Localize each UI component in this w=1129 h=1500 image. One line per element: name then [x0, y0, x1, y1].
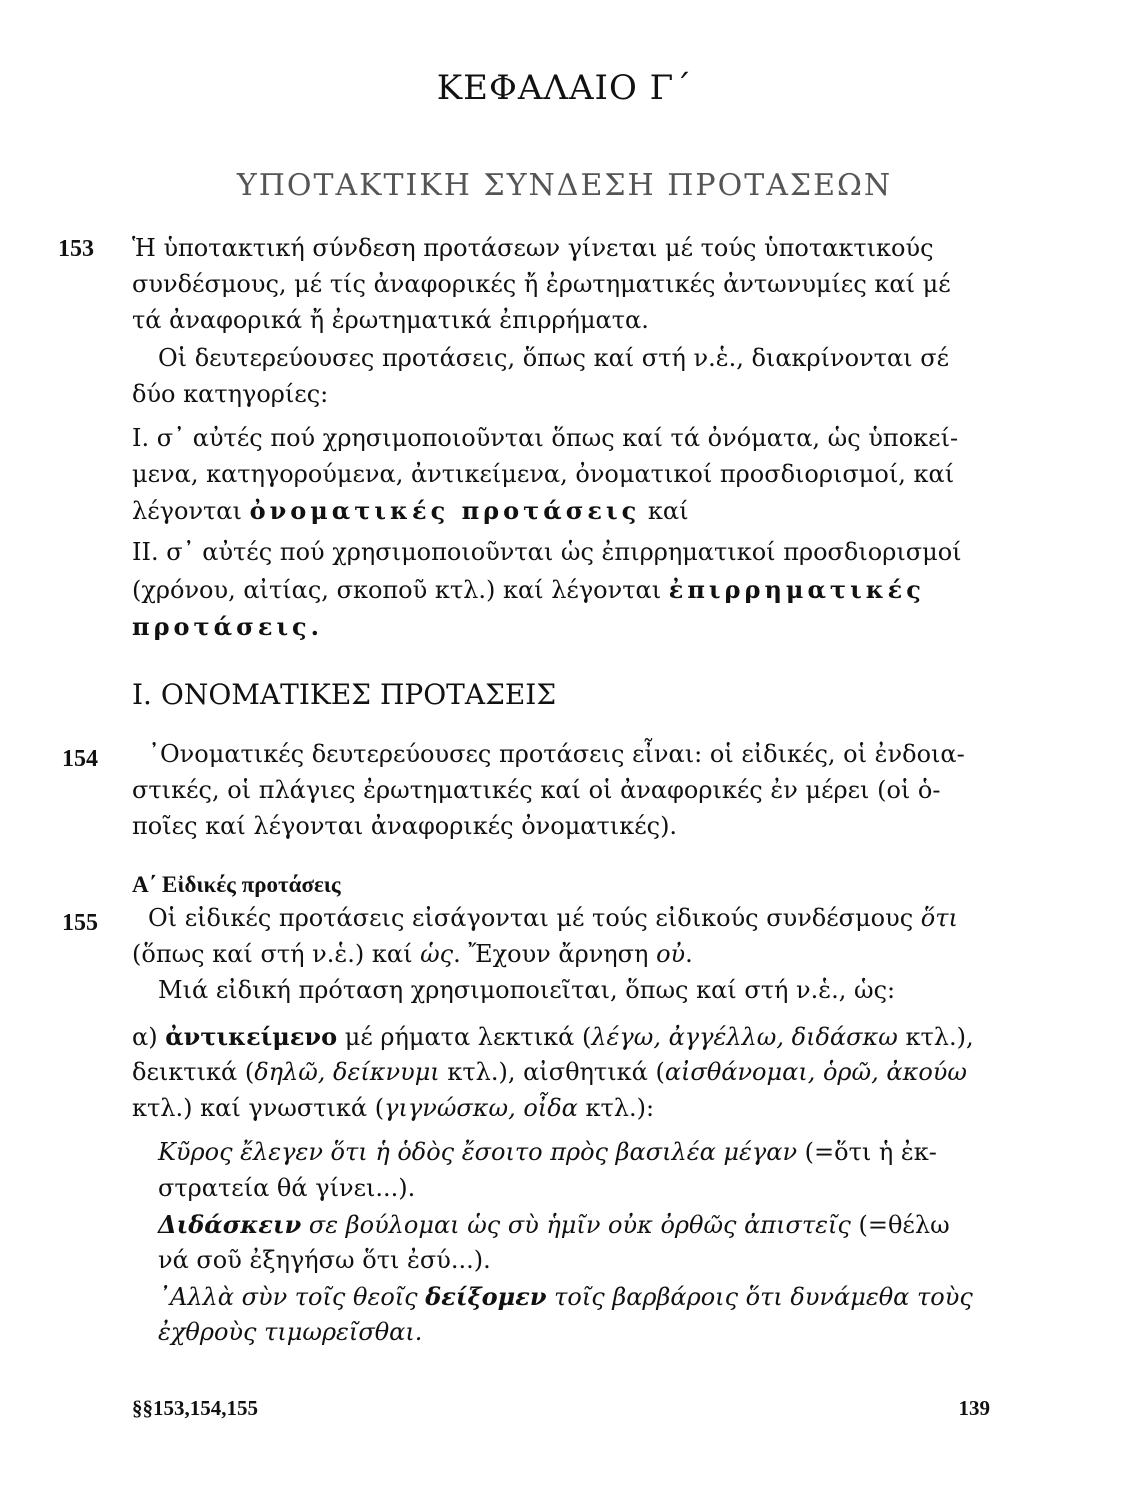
- footer-section-refs: §§153,154,155: [132, 1396, 258, 1420]
- italic-run: γιγνώσκω, οἶδα: [384, 1094, 578, 1122]
- example-line: στρατεία θά γίνει...).: [158, 1174, 416, 1202]
- text-run: δεικτικά (: [132, 1058, 255, 1086]
- p155-line: Μιά εἰδική πρόταση χρησιμοποιεῖται, ὅπως καί στή ν.ἑ., ὡς:: [158, 976, 896, 1004]
- text-run: . Ἔχουν ἄρνηση: [453, 940, 657, 968]
- p155-line: [148, 904, 958, 932]
- text-run: Οἱ εἰδικές προτάσεις εἰσάγονται μέ τούς εἰδικούς συνδέσμους: [148, 904, 921, 932]
- p153-line: συνδέσμους, μέ τίς ἀναφορικές ἤ ἐρωτηματικές ἀντωνυμίες καί μέ: [132, 270, 951, 298]
- p153-line: [132, 575, 925, 604]
- italic-run: ὅτι: [920, 904, 958, 932]
- p153-line: δύο κατηγορίες:: [132, 380, 329, 408]
- example-line: [158, 1318, 422, 1346]
- p153-line: Οἱ δευτερεύουσες προτάσεις, ὅπως καί στή ν.ἑ., διακρίνονται σέ: [158, 344, 950, 372]
- paragraph-number-153: 153: [58, 236, 94, 262]
- italic-run: δηλῶ, δείκνυμι: [254, 1058, 440, 1086]
- p153-line: μενα, κατηγορούμενα, ἀντικείμενα, ὀνοματικοί προσδιορισμοί, καί: [132, 460, 955, 488]
- spaced-term: ἐπιρρηματικές: [668, 575, 925, 604]
- italic-run: ᾽Αλλὰ σὺν τοῖς θεοῖς: [158, 1283, 426, 1311]
- paragraph-number-154: 154: [62, 746, 98, 772]
- p155-line: [132, 1022, 974, 1051]
- p153-line: Ι. σ᾽ αὐτές πού χρησιμοποιοῦνται ὅπως καί τά ὀνόματα, ὡς ὑποκεί-: [132, 424, 959, 452]
- text-run: (χρόνου, αἰτίας, σκοποῦ κτλ.) καί λέγονται: [132, 576, 669, 604]
- text-run: (=θέλω: [850, 1211, 950, 1239]
- example-line: [158, 1138, 937, 1166]
- p155-line: [132, 1094, 654, 1122]
- bold-run: ἀντικείμενο: [165, 1022, 338, 1051]
- italic-run: ὡς: [420, 940, 454, 968]
- p154-line: στικές, οἱ πλάγιες ἐρωτηματικές καί οἱ ἀναφορικές ἐν μέρει (οἱ ὁ-: [132, 776, 941, 804]
- italic-run: αἰσθάνομαι, ὁρῶ, ἀκούω: [664, 1058, 967, 1086]
- p155-line: [132, 940, 693, 968]
- italic-run: τοῖς βαρβάροις ὅτι δυνάμεθα τοὺς: [546, 1283, 973, 1311]
- p153-line: [132, 612, 323, 641]
- text-run: (ὅπως καί στή ν.ἑ.) καί: [132, 940, 421, 968]
- p154-line: ποῖες καί λέγονται ἀναφορικές ὀνοματικές).: [132, 812, 678, 840]
- p153-line: Ἡ ὑποτακτική σύνδεση προτάσεων γίνεται μέ τούς ὑποτακτικούς: [132, 234, 934, 262]
- p155-line: [132, 1058, 967, 1086]
- p153-line: ΙΙ. σ᾽ αὐτές πού χρησιμοποιοῦνται ὡς ἐπιρρηματικοί προσδιορισμοί: [132, 538, 962, 566]
- text-run: λέγονται: [132, 497, 250, 525]
- p153-line: τά ἀναφορικά ἤ ἐρωτηματικά ἐπιρρήματα.: [132, 306, 649, 334]
- text-run: κτλ.):: [577, 1094, 655, 1122]
- bold-italic-run: δείξομεν: [425, 1282, 547, 1311]
- subsection-title: Ι. ΟΝΟΜΑΤΙΚΕΣ ΠΡΟΤΑΣΕΙΣ: [132, 678, 557, 711]
- example-line: [158, 1282, 973, 1311]
- text-run: κτλ.) καί γνωστικά (: [132, 1094, 385, 1122]
- text-run: μέ ρήματα λεκτικά (: [337, 1023, 592, 1051]
- italic-run: ἐχθροὺς τιμωρεῖσθαι.: [158, 1318, 423, 1346]
- p154-line: ᾽Ονοματικές δευτερεύουσες προτάσεις εἶναι: οἱ εἰδικές, οἱ ἐνδοια-: [148, 740, 965, 768]
- italic-run: σε βούλομαι ὡς σὺ ἡμῖν οὐκ ὀρθῶς ἀπιστεῖς: [301, 1211, 851, 1239]
- italic-run: λέγω, ἀγγέλλω, διδάσκω: [591, 1023, 898, 1051]
- p153-line: [132, 496, 689, 525]
- text-run: κτλ.), αἰσθητικά (: [439, 1058, 665, 1086]
- spaced-term: προτάσεις.: [132, 612, 324, 641]
- bold-italic-run: Διδάσκειν: [158, 1210, 302, 1239]
- chapter-title: ΚΕΦΑΛΑΙΟ Γ΄: [436, 68, 693, 108]
- text-run: α): [132, 1023, 166, 1051]
- example-line: νά σοῦ ἐξηγήσω ὅτι ἐσύ...).: [158, 1246, 491, 1274]
- italic-run: Κῦρος ἔλεγεν ὅτι ἡ ὁδὸς ἔσοιτο πρὸς βασιλέα μέγαν: [158, 1138, 798, 1166]
- page-number: 139: [958, 1396, 990, 1420]
- spaced-term: ὀνοματικές προτάσεις: [249, 496, 641, 525]
- italic-run: οὐ: [656, 940, 686, 968]
- text-run: .: [685, 940, 693, 968]
- paragraph-number-155: 155: [62, 910, 98, 936]
- section-title: ΥΠΟΤΑΚΤΙΚΗ ΣΥΝΔΕΣΗ ΠΡΟΤΑΣΕΩΝ: [236, 168, 893, 203]
- heading-a: Α΄ Εἰδικές προτάσεις: [132, 872, 341, 897]
- text-run: κτλ.),: [897, 1023, 974, 1051]
- example-line: [158, 1210, 950, 1239]
- text-run: καί: [640, 497, 689, 525]
- text-run: (=ὅτι ἡ ἐκ-: [797, 1138, 937, 1166]
